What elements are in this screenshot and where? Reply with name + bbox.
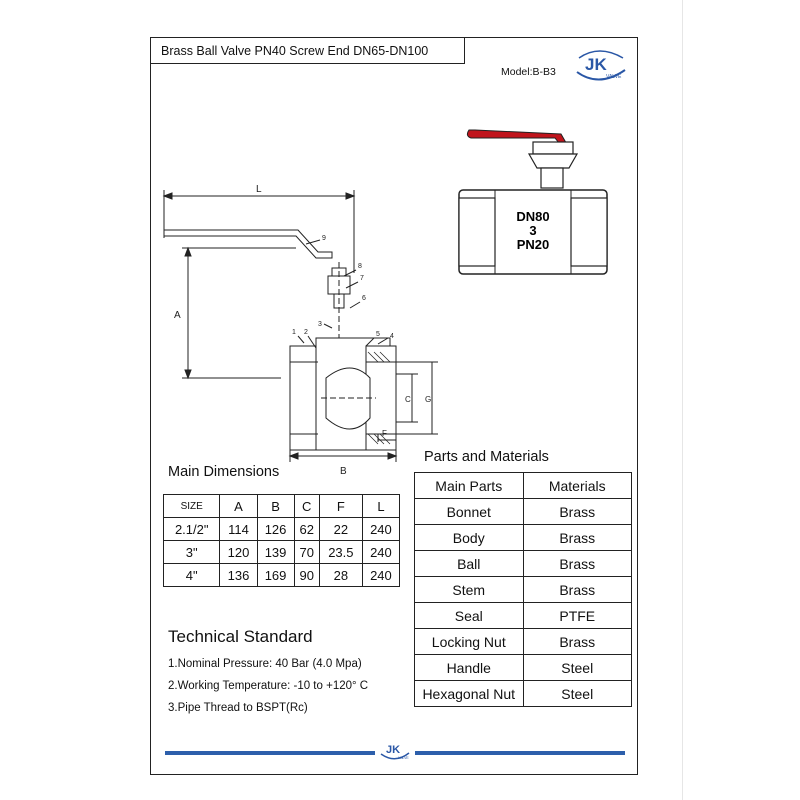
main-dimensions-title: Main Dimensions	[168, 464, 280, 480]
jk-valve-logo	[569, 46, 631, 86]
table-cell: Handle	[415, 655, 524, 681]
svg-text:L: L	[256, 184, 262, 195]
table-row	[415, 681, 632, 707]
technical-standard-list	[168, 653, 368, 719]
table-cell: 240	[362, 518, 399, 541]
table-row	[415, 499, 632, 525]
table-cell: Body	[415, 525, 524, 551]
svg-text:6: 6	[362, 295, 366, 302]
table-cell: 240	[362, 564, 399, 587]
table-header-cell: Materials	[523, 473, 632, 499]
table-cell: 240	[362, 541, 399, 564]
svg-text:5: 5	[376, 331, 380, 338]
table-cell: 28	[319, 564, 362, 587]
svg-text:JK: JK	[386, 744, 401, 756]
table-row	[415, 525, 632, 551]
table-row	[415, 551, 632, 577]
table-cell: Bonnet	[415, 499, 524, 525]
table-cell: 136	[220, 564, 257, 587]
list-item: 1.Nominal Pressure: 40 Bar (4.0 Mpa)	[168, 658, 362, 670]
table-row	[164, 564, 400, 587]
footer-line-right	[415, 751, 625, 755]
table-row	[164, 518, 400, 541]
table-cell: Steel	[523, 681, 632, 707]
table-header-cell: A	[220, 495, 257, 518]
svg-text:F: F	[382, 429, 387, 438]
datasheet	[150, 37, 638, 775]
table-cell: 4"	[164, 564, 220, 587]
svg-text:C: C	[405, 395, 411, 404]
table-cell: 139	[257, 541, 294, 564]
main-dimensions-table	[163, 494, 400, 587]
table-header-cell: F	[319, 495, 362, 518]
svg-text:3: 3	[318, 321, 322, 328]
table-cell: 62	[294, 518, 319, 541]
svg-text:2: 2	[304, 329, 308, 336]
table-cell: Brass	[523, 525, 632, 551]
page-divider	[682, 0, 683, 800]
table-header-cell: Main Parts	[415, 473, 524, 499]
table-cell: Brass	[523, 551, 632, 577]
table-cell: Seal	[415, 603, 524, 629]
table-cell: Brass	[523, 577, 632, 603]
svg-text:VALVE: VALVE	[398, 756, 409, 760]
svg-text:B: B	[340, 466, 347, 477]
svg-text:7: 7	[360, 275, 364, 282]
technical-standard-title: Technical Standard	[168, 627, 313, 646]
table-cell: 114	[220, 518, 257, 541]
table-cell: 70	[294, 541, 319, 564]
valve-product-illustration	[451, 122, 611, 282]
table-cell: 2.1/2"	[164, 518, 220, 541]
table-header-cell: C	[294, 495, 319, 518]
svg-text:1: 1	[292, 329, 296, 336]
parts-materials-title: Parts and Materials	[424, 449, 549, 465]
datasheet-title: Brass Ball Valve PN40 Screw End DN65-DN100	[151, 38, 465, 64]
table-cell: 120	[220, 541, 257, 564]
table-cell: 169	[257, 564, 294, 587]
table-cell: Brass	[523, 499, 632, 525]
svg-text:A: A	[174, 310, 181, 321]
model-number: Model:B-B3	[501, 66, 556, 78]
table-cell: 90	[294, 564, 319, 587]
table-cell: Locking Nut	[415, 629, 524, 655]
svg-text:JK: JK	[585, 55, 607, 74]
table-header-cell: SIZE	[164, 495, 220, 518]
table-cell: Brass	[523, 629, 632, 655]
footer-line-left	[165, 751, 375, 755]
svg-text:4: 4	[390, 333, 394, 340]
table-cell: 23.5	[319, 541, 362, 564]
svg-text:VALVE: VALVE	[606, 74, 622, 80]
table-cell: 3"	[164, 541, 220, 564]
table-header-row	[415, 473, 632, 499]
svg-text:DN80: DN80	[516, 209, 550, 224]
table-row	[415, 603, 632, 629]
table-row	[415, 655, 632, 681]
list-item: 2.Working Temperature: -10 to +120° C	[168, 680, 369, 692]
table-row	[415, 629, 632, 655]
list-item: 3.Pipe Thread to BSPT(Rc)	[168, 702, 308, 714]
table-cell: Steel	[523, 655, 632, 681]
table-cell: 126	[257, 518, 294, 541]
svg-text:G: G	[425, 395, 432, 404]
table-row	[415, 577, 632, 603]
table-cell: PTFE	[523, 603, 632, 629]
svg-text:9: 9	[322, 235, 326, 242]
svg-text:8: 8	[358, 263, 362, 270]
jk-valve-footer-logo	[377, 737, 413, 763]
table-cell: Stem	[415, 577, 524, 603]
svg-text:3: 3	[529, 223, 537, 238]
table-cell: Hexagonal Nut	[415, 681, 524, 707]
table-header-cell: L	[362, 495, 399, 518]
table-cell: Ball	[415, 551, 524, 577]
table-cell: 22	[319, 518, 362, 541]
table-header-row	[164, 495, 400, 518]
parts-materials-table	[414, 472, 632, 707]
table-header-cell: B	[257, 495, 294, 518]
table-row	[164, 541, 400, 564]
svg-text:PN20: PN20	[516, 237, 550, 252]
